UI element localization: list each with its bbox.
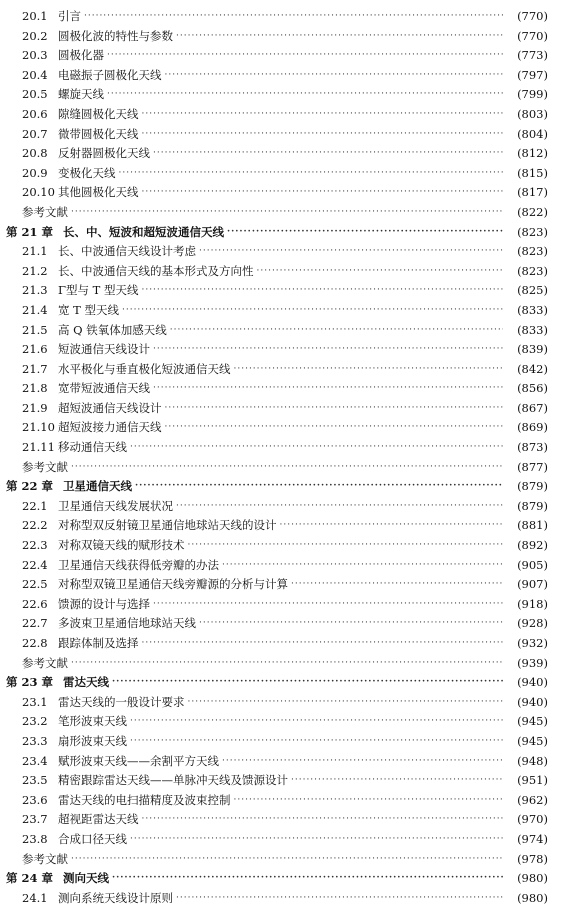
dot-leader [119,164,504,184]
toc-section-entry [0,418,562,438]
dot-leader [199,614,503,634]
toc-references-entry [0,654,562,674]
dot-leader [130,830,503,850]
toc-section-entry [0,889,562,908]
entry-page-number: (879) [517,498,548,513]
entry-page-number: (770) [517,9,548,23]
dot-leader [165,399,504,419]
entry-title: 长、中波通信天线的基本形式及方向性 [58,263,254,278]
entry-page-number: (948) [517,753,548,768]
entry-title: 长、中、短波和超短波通信天线 [63,224,225,239]
entry-number: 21.1 [22,244,48,259]
entry-title: 其他圆极化天线 [58,185,139,200]
dot-leader [71,203,503,223]
dot-leader [130,438,503,458]
dot-leader [107,85,503,105]
entry-title: 卫星通信天线 [63,479,133,494]
entry-page-number: (877) [517,459,548,474]
entry-number: 20.6 [22,106,48,121]
toc-section-entry [0,281,562,301]
entry-number: 22.4 [22,557,48,572]
entry-page-number: (833) [517,302,548,317]
dot-leader [165,66,504,86]
entry-page-number: (817) [517,185,548,200]
entry-title: 馈源的设计与选择 [58,596,150,611]
entry-number: 23.2 [22,714,48,729]
entry-number: 22.1 [22,498,48,513]
dot-leader [142,125,504,145]
dot-leader [153,379,503,399]
entry-title: 变极化天线 [58,165,116,180]
dot-leader [71,850,503,870]
entry-number: 23.5 [22,773,48,788]
toc-section-entry [0,693,562,713]
entry-number: 21.5 [22,322,48,337]
dot-leader [234,791,504,811]
entry-title: 雷达天线 [63,675,110,690]
entry-page-number: (815) [517,165,548,180]
entry-page-number: (842) [517,361,548,376]
entry-title: 卫星通信天线获得低旁瓣的办法 [58,557,219,572]
entry-page-number: (823) [517,224,548,239]
toc-section-entry [0,810,562,830]
entry-page-number: (797) [517,67,548,82]
toc-section-entry [0,379,562,399]
toc-chapter-entry [0,869,562,889]
toc-section-entry [0,497,562,517]
entry-page-number: (974) [517,831,548,846]
entry-title: 扇形波束天线 [58,733,127,748]
toc-chapter-entry [0,223,562,243]
entry-page-number: (773) [517,48,548,63]
entry-page-number: (881) [517,518,548,533]
dot-leader [199,242,503,262]
entry-number: 22.7 [22,616,48,631]
toc-section-entry [0,262,562,282]
entry-page-number: (978) [517,851,548,866]
entry-title: 对称双镜天线的赋形技术 [58,538,185,553]
entry-page-number: (879) [517,479,548,494]
dot-leader [280,516,504,536]
entry-page-number: (940) [517,675,548,690]
entry-title: 短波通信天线设计 [58,342,150,357]
entry-number: 23.4 [22,753,48,768]
entry-page-number: (907) [517,577,548,592]
entry-title: 参考文献 [22,655,68,670]
toc-section-entry [0,183,562,203]
entry-number: 21.7 [22,361,48,376]
entry-page-number: (770) [517,28,548,43]
dot-leader [227,223,503,243]
entry-page-number: (962) [517,792,548,807]
entry-number: 21.9 [22,400,48,415]
toc-section-entry [0,556,562,576]
entry-page-number: (940) [517,694,548,709]
toc-section-entry [0,242,562,262]
entry-number: 21.6 [22,342,48,357]
entry-number: 22.6 [22,596,48,611]
toc-section-entry [0,791,562,811]
dot-leader [222,752,503,772]
entry-number: 23.1 [22,694,48,709]
entry-title: 赋形波束天线——余割平方天线 [58,753,219,768]
entry-number: 20.2 [22,28,48,43]
entry-page-number: (970) [517,812,548,827]
entry-number: 21.8 [22,381,48,396]
entry-title: 高 Q 铁氧体加感天线 [58,322,167,337]
entry-number: 22.5 [22,577,48,592]
entry-page-number: (856) [517,381,548,396]
entry-title: 电磁振子圆极化天线 [58,67,162,82]
entry-page-number: (905) [517,557,548,572]
entry-number: 23.3 [22,733,48,748]
toc-section-entry [0,614,562,634]
entry-number: 21.4 [22,302,48,317]
entry-title: 水平极化与垂直极化短波通信天线 [58,361,231,376]
entry-page-number: (799) [517,87,548,102]
entry-page-number: (823) [517,244,548,259]
dot-leader [257,262,504,282]
entry-title: 合成口径天线 [58,831,127,846]
dot-leader [130,732,503,752]
entry-number: 24.1 [22,890,48,905]
dot-leader [107,46,503,66]
entry-title: 隙缝圆极化天线 [58,106,139,121]
entry-number: 20.1 [22,9,48,23]
entry-title: 宽带短波通信天线 [58,381,150,396]
entry-title: 超短波接力通信天线 [58,420,162,435]
entry-title: 移动通信天线 [58,440,127,455]
dot-leader [142,183,504,203]
toc-section-entry [0,360,562,380]
dot-leader [112,869,503,889]
entry-title: 超短波通信天线设计 [58,400,162,415]
toc-section-entry [0,634,562,654]
entry-number: 21.11 [22,440,55,455]
entry-page-number: (928) [517,616,548,631]
dot-leader [142,634,504,654]
entry-number: 21.3 [22,283,48,298]
entry-number: 22.3 [22,538,48,553]
dot-leader [71,458,503,478]
entry-title: 笔形波束天线 [58,714,127,729]
entry-number: 20.5 [22,87,48,102]
entry-number: 第 24 章 [6,871,54,886]
entry-page-number: (951) [517,773,548,788]
dot-leader [135,477,503,497]
toc-section-entry [0,536,562,556]
entry-page-number: (804) [517,126,548,141]
toc-section-entry [0,7,562,27]
toc-section-entry [0,830,562,850]
toc-chapter-entry [0,673,562,693]
dot-leader [176,889,503,908]
entry-number: 20.9 [22,165,48,180]
dot-leader [122,301,503,321]
toc-section-entry [0,752,562,772]
entry-page-number: (932) [517,636,548,650]
toc-chapter-entry [0,477,562,497]
entry-title: 反射器圆极化天线 [58,146,150,161]
toc-section-entry [0,771,562,791]
entry-page-number: (873) [517,440,548,455]
entry-title: 螺旋天线 [58,87,104,102]
entry-title: 对称型双镜卫星通信天线旁瓣源的分析与计算 [58,577,288,592]
entry-title: 雷达天线的电扫描精度及波束控制 [58,792,231,807]
entry-page-number: (939) [517,655,548,670]
entry-page-number: (980) [517,890,548,905]
toc-section-entry [0,732,562,752]
dot-leader [222,556,503,576]
entry-page-number: (823) [517,263,548,278]
dot-leader [176,27,503,47]
dot-leader [112,673,503,693]
toc-section-entry [0,66,562,86]
dot-leader [153,340,503,360]
entry-number: 23.8 [22,831,48,846]
entry-title: 宽 T 型天线 [58,302,119,317]
entry-page-number: (945) [517,733,548,748]
toc-section-entry [0,125,562,145]
entry-number: 23.6 [22,792,48,807]
entry-page-number: (833) [517,322,548,337]
entry-number: 第 21 章 [6,224,54,239]
entry-page-number: (892) [517,538,548,553]
entry-number: 第 23 章 [6,675,54,690]
entry-title: 卫星通信天线发展状况 [58,498,173,513]
entry-title: 参考文献 [22,851,68,866]
entry-title: 对称型双反射镜卫星通信地球站天线的设计 [58,518,277,533]
dot-leader [130,712,503,732]
entry-title: 长、中波通信天线设计考虑 [58,244,196,259]
toc-section-entry [0,438,562,458]
dot-leader [188,693,504,713]
entry-title: 跟踪体制及选择 [58,636,139,650]
toc-section-entry [0,575,562,595]
toc-section-entry [0,27,562,47]
entry-number: 22.2 [22,518,48,533]
dot-leader [165,418,504,438]
dot-leader [291,771,503,791]
dot-leader [153,144,503,164]
entry-page-number: (867) [517,400,548,415]
entry-page-number: (980) [517,871,548,886]
toc-section-entry [0,340,562,360]
entry-title: 圆极化波的特性与参数 [58,28,173,43]
entry-number: 20.4 [22,67,48,82]
entry-title: 精密跟踪雷达天线——单脉冲天线及馈源设计 [58,773,288,788]
dot-leader [176,497,503,517]
entry-number: 23.7 [22,812,48,827]
dot-leader [71,654,503,674]
toc-section-entry [0,105,562,125]
toc-section-entry [0,46,562,66]
toc-section-entry [0,301,562,321]
entry-title: 引言 [58,9,81,23]
dot-leader [234,360,504,380]
dot-leader [188,536,504,556]
dot-leader [291,575,503,595]
dot-leader [141,281,503,301]
entry-page-number: (822) [517,204,548,219]
dot-leader [170,321,503,341]
entry-page-number: (945) [517,714,548,729]
toc-section-entry [0,85,562,105]
entry-title: 多波束卫星通信地球站天线 [58,616,196,631]
entry-number: 第 22 章 [6,479,54,494]
entry-page-number: (869) [517,420,548,435]
toc-section-entry [0,712,562,732]
entry-title: 参考文献 [22,204,68,219]
entry-title: 微带圆极化天线 [58,126,139,141]
entry-title: 圆极化器 [58,48,104,63]
entry-page-number: (825) [517,283,548,298]
toc-references-entry [0,203,562,223]
toc-section-entry [0,144,562,164]
entry-number: 22.8 [22,636,48,650]
entry-title: Γ型与 T 型天线 [58,283,139,298]
toc-section-entry [0,516,562,536]
dot-leader [153,595,503,615]
entry-title: 测向天线 [63,871,110,886]
toc-references-entry [0,850,562,870]
toc-section-entry [0,399,562,419]
entry-title: 参考文献 [22,459,68,474]
entry-page-number: (803) [517,106,548,121]
entry-number: 20.3 [22,48,48,63]
entry-page-number: (839) [517,342,548,357]
entry-title: 测向系统天线设计原则 [58,890,173,905]
entry-title: 超视距雷达天线 [58,812,139,827]
entry-number: 20.8 [22,146,48,161]
entry-number: 21.2 [22,263,48,278]
toc-section-entry [0,321,562,341]
toc-section-entry [0,595,562,615]
toc-references-entry [0,458,562,478]
entry-number: 20.7 [22,126,48,141]
entry-title: 雷达天线的一般设计要求 [58,694,185,709]
dot-leader [84,7,503,27]
entry-number: 21.10 [22,420,55,435]
dot-leader [142,810,504,830]
entry-page-number: (918) [517,596,548,611]
toc-section-entry [0,164,562,184]
dot-leader [142,105,504,125]
entry-page-number: (812) [517,146,548,161]
entry-number: 20.10 [22,185,55,200]
